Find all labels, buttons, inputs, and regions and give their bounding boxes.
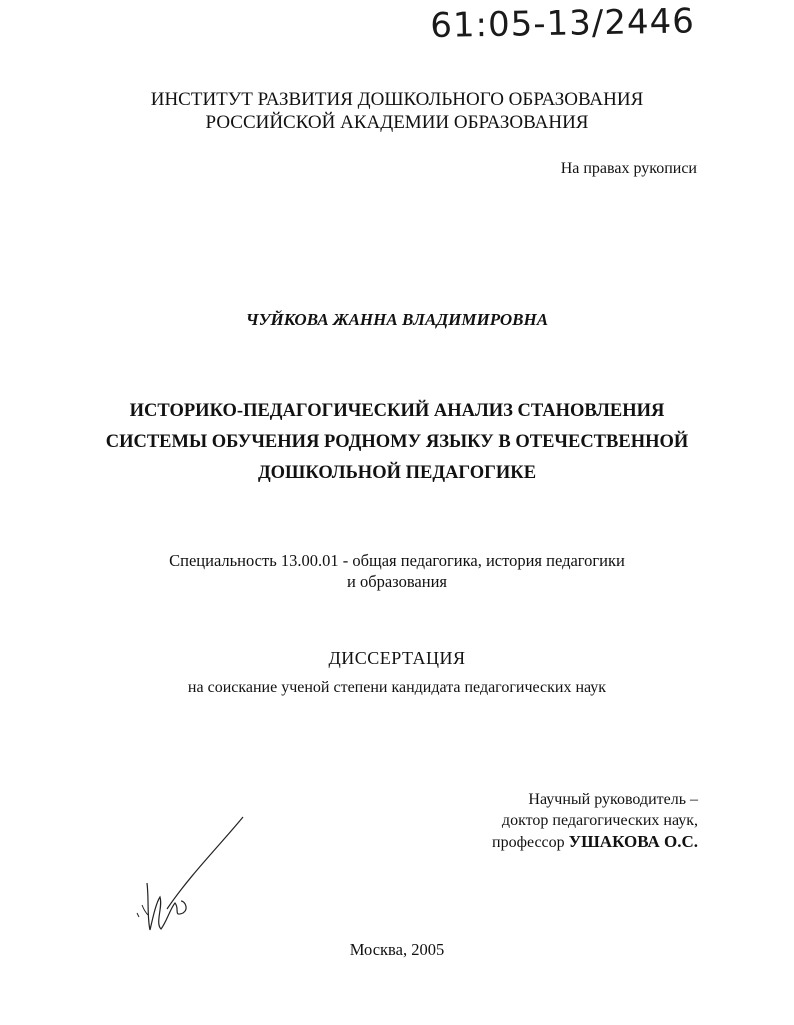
speciality [0,550,794,592]
institute-line-1: ИНСТИТУТ РАЗВИТИЯ ДОШКОЛЬНОГО ОБРАЗОВАНИЯ [150,89,644,110]
adviser-name: УШАКОВА О.С. [568,832,698,851]
degree-line: на соискание ученой степени кандидата педагогических наук [187,679,607,696]
adviser-line-1: Научный руководитель – [528,791,698,808]
institute-header [0,88,794,134]
author-name: ЧУЙКОВА ЖАННА ВЛАДИМИРОВНА [245,310,549,329]
speciality-line-2: и образования [347,572,447,591]
adviser-line-2: доктор педагогических наук, [501,812,698,829]
signature [125,805,255,940]
adviser-title: профессор [492,834,565,851]
title-line-2: СИСТЕМЫ ОБУЧЕНИЯ РОДНОМУ ЯЗЫКУ В ОТЕЧЕСТВЕННОЙ [105,432,689,452]
document-type: ДИССЕРТАЦИЯ [328,648,466,668]
manuscript-note: На правах рукописи [560,160,697,177]
adviser-line-3 [492,831,698,853]
institute-line-2: РОССИЙСКОЙ АКАДЕМИИ ОБРАЗОВАНИЯ [205,112,589,133]
adviser-block [492,789,698,853]
catalog-stamp: 61:05-13/2446 [430,1,696,46]
dissertation-title [0,396,794,489]
title-line-3: ДОШКОЛЬНОЙ ПЕДАГОГИКЕ [257,463,537,483]
title-line-1: ИСТОРИКО-ПЕДАГОГИЧЕСКИЙ АНАЛИЗ СТАНОВЛЕНИЯ [129,401,665,421]
speciality-line-1: Специальность 13.00.01 - общая педагогика, история педагогики [169,551,625,570]
place-year: Москва, 2005 [349,940,445,959]
